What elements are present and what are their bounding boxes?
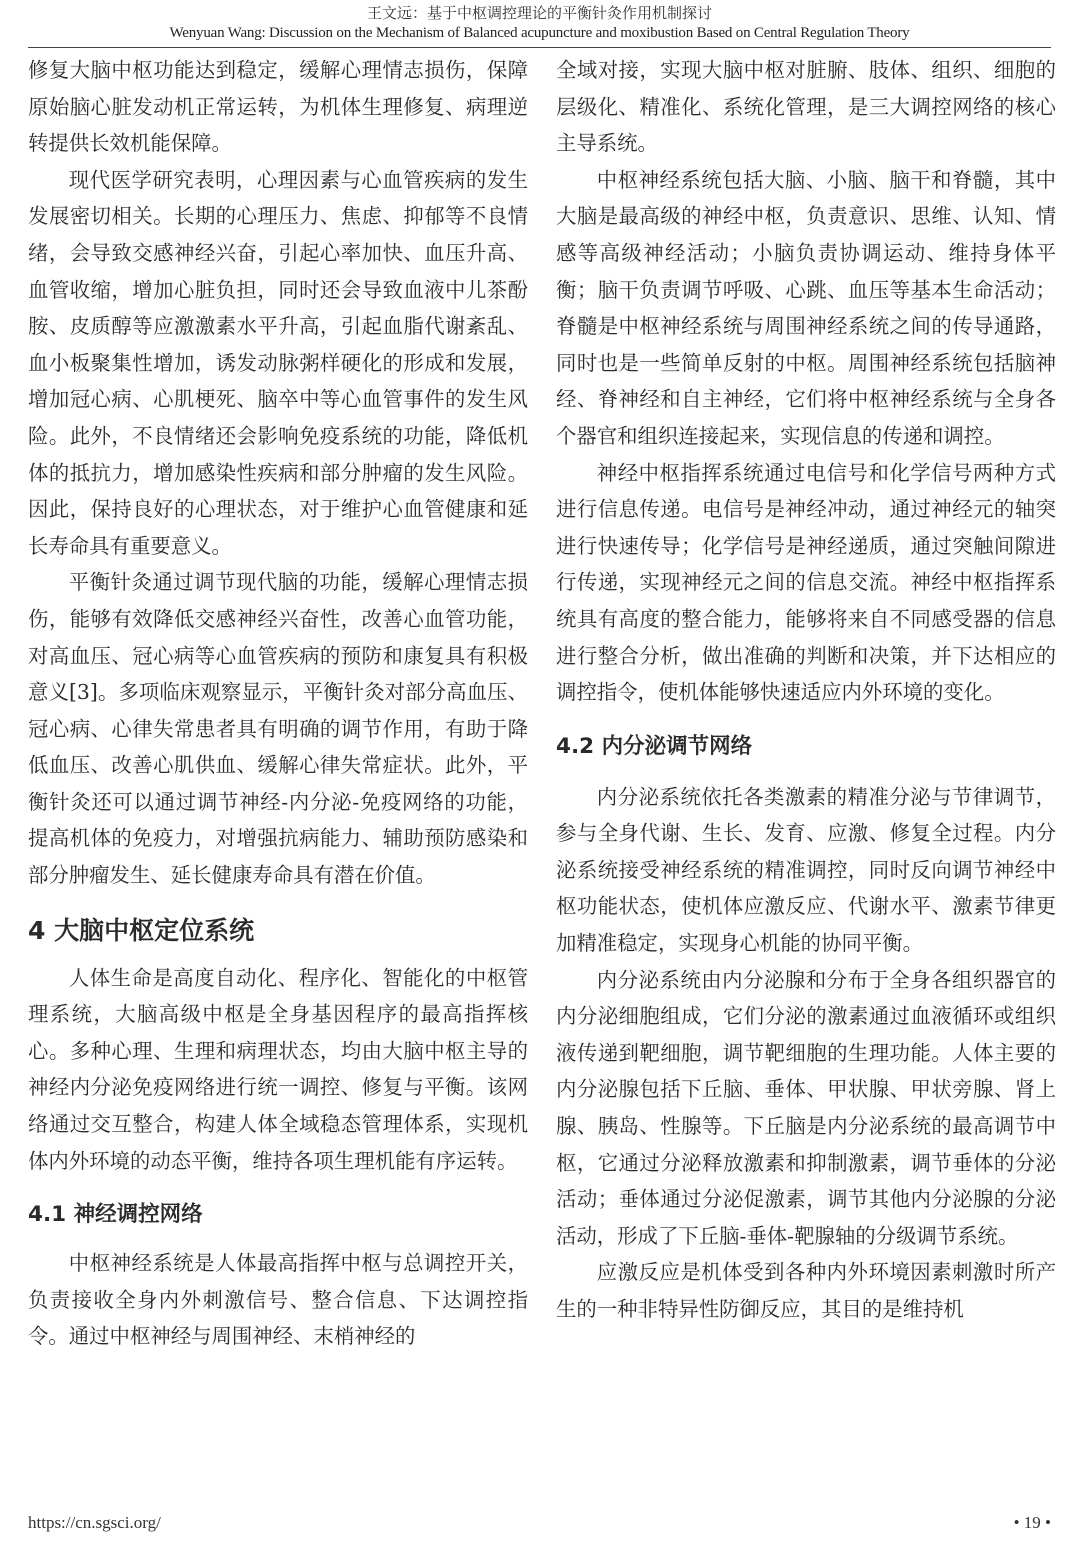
right-column [556,52,1056,1328]
footer-url[interactable]: https://cn.sgsci.org/ [28,1513,161,1532]
running-header [28,4,1051,43]
paragraph: 中枢神经系统包括大脑、小脑、脑干和脊髓，其中大脑是最高级的神经中枢，负责意识、思维、认知、情感等高级神经活动；小脑负责协调运动、维持身体平衡；脑干负责调节呼吸、心跳、血压等基本生命活动；脊髓是中枢神经系统与周围神经系统之间的传导通路，同时也是一些简单反射的中枢。周围神经系统包括脑神经、脊神经和自主神经，它们将中枢神经系统与全身各个器官和组织连接起来，实现信息的传递和调控。 [556,167,1056,448]
paragraph: 平衡针灸通过调节现代脑的功能，缓解心理情志损伤，能够有效降低交感神经兴奋性，改善心血管功能，对高血压、冠心病等心血管疾病的预防和康复具有积极意义[3]。多项临床观察显示，平衡针灸对部分高血压、冠心病、心律失常患者具有明确的调节作用，有助于降低血压、改善心肌供血、缓解心律失常症状。此外，平衡针灸还可以通过调节神经-内分泌-免疫网络的功能，提高机体的免疫力，对增强抗病能力、辅助预防感染和部分肿瘤发生、延长健康寿命具有潜在价值。 [28,570,528,888]
page-number: • 19 • [1013,1513,1051,1532]
paragraph: 中枢神经系统是人体最高指挥中枢与总调控开关，负责接收全身内外刺激信号、整合信息、下达调控指令。通过中枢神经与周围神经、末梢神经的 [28,1251,528,1349]
paragraph: 内分泌系统依托各类激素的精准分泌与节律调节，参与全身代谢、生长、发育、应激、修复全过程。内分泌系统接受神经系统的精准调控，同时反向调节神经中枢功能状态，使机体应激反应、代谢水平、激素节律更加精准稳定，实现身心机能的协同平衡。 [556,784,1056,956]
paragraph: 内分泌系统由内分泌腺和分布于全身各组织器官的内分泌细胞组成，它们分泌的激素通过血液循环或组织液传递到靶细胞，调节靶细胞的生理功能。人体主要的内分泌腺包括下丘脑、垂体、甲状腺、甲状旁腺、肾上腺、胰岛、性腺等。下丘脑是内分泌系统的最高调节中枢，它通过分泌释放激素和抑制激素，调节垂体的分泌活动；垂体通过分泌促激素，调节其他内分泌腺的分泌活动，形成了下丘脑-垂体-靶腺轴的分级调节系统。 [556,967,1056,1248]
paragraph: 应激反应是机体受到各种内外环境因素刺激时所产生的一种非特异性防御反应，其目的是维持机 [556,1260,1056,1321]
running-header-chinese: 王文远：基于中枢调控理论的平衡针灸作用机制探讨 [366,4,712,22]
paragraph: 修复大脑中枢功能达到稳定，缓解心理情志损伤，保障原始脑心脏发动机正常运转，为机体生理修复、病理逆转提供长效机能保障。 [28,58,528,156]
header-divider [28,47,1051,48]
subsection-heading: 4.1 神经调控网络 [28,1202,203,1228]
paragraph: 现代医学研究表明，心理因素与心血管疾病的发生发展密切相关。长期的心理压力、焦虑、抑郁等不良情绪，会导致交感神经兴奋，引起心率加快、血压升高、血管收缩，增加心脏负担，同时还会导致血液中儿茶酚胺、皮质醇等应激激素水平升高，引起血脂代谢紊乱、血小板聚集性增加，诱发动脉粥样硬化的形成和发展，增加冠心病、心肌梗死、脑卒中等心血管事件的发生风险。此外，不良情绪还会影响免疫系统的功能，降低机体的抵抗力，增加感染性疾病和部分肿瘤的发生风险。因此，保持良好的心理状态，对于维护心血管健康和延长寿命具有重要意义。 [28,167,528,558]
subsection-heading: 4.2 内分泌调节网络 [556,733,753,759]
paragraph: 全域对接，实现大脑中枢对脏腑、肢体、组织、细胞的层级化、精准化、系统化管理，是三大调控网络的核心主导系统。 [556,58,1056,156]
paragraph: 人体生命是高度自动化、程序化、智能化的中枢管理系统，大脑高级中枢是全身基因程序的最高指挥核心。多种心理、生理和病理状态，均由大脑中枢主导的神经内分泌免疫网络进行统一调控、修复与平衡。该网络通过交互整合，构建人体全域稳态管理体系，实现机体内外环境的动态平衡，维持各项生理机能有序运转。 [28,965,528,1173]
paragraph: 神经中枢指挥系统通过电信号和化学信号两种方式进行信息传递。电信号是神经冲动，通过神经元的轴突进行快速传导；化学信号是神经递质，通过突触间隙进行传递，实现神经元之间的信息交流。神经中枢指挥系统具有高度的整合能力，能够将来自不同感受器的信息进行整合分析，做出准确的判断和决策，并下达相应的调控指令，使机体能够快速适应内外环境的变化。 [556,460,1056,705]
running-header-english: Wenyuan Wang: Discussion on the Mechanism of Balanced acupuncture and moxibustion Based on Central Regulation Theory [169,25,910,41]
section-heading: 4 大脑中枢定位系统 [28,915,255,945]
left-column [28,52,528,1355]
